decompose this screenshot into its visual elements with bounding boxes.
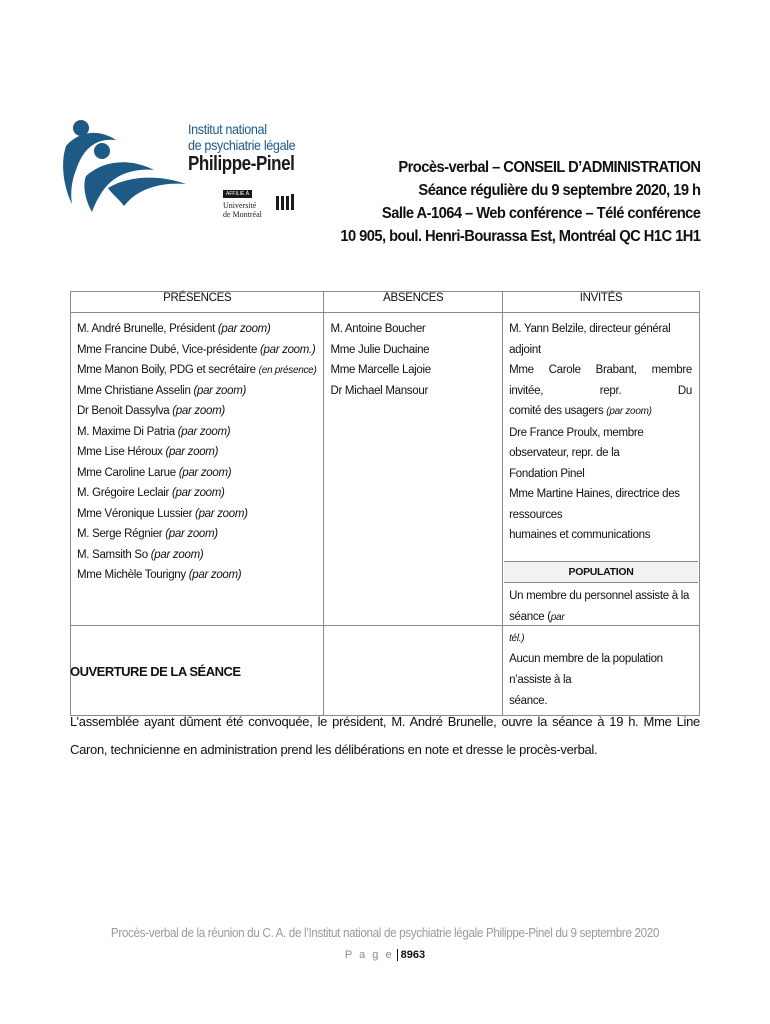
- header-title: Procès-verbal – CONSEIL D’ADMINISTRATION: [397, 159, 700, 176]
- presence-item: M. Grégoire Leclair (par zoom): [77, 487, 225, 499]
- header-presences: PRÉSENCES: [71, 292, 324, 313]
- invite-line: humaines et communications: [509, 529, 651, 541]
- population-line: Aucun membre de la population n’assiste à la: [509, 652, 663, 686]
- invites-cell: [503, 313, 700, 716]
- presence-item: M. Maxime Di Patria (par zoom): [77, 425, 231, 438]
- presence-item: Mme Francine Dubé, Vice-présidente (par zoom.): [77, 343, 316, 356]
- page-number: [0, 949, 770, 961]
- affiliation-university: Université de Montréal: [223, 201, 262, 219]
- population-line: Un membre du personnel assiste à la séance (par: [509, 589, 690, 623]
- absence-item: Mme Marcelle Lajoie: [330, 364, 431, 376]
- affiliation-badge: AFFILIÉ À: [223, 190, 252, 198]
- presences-cell: [71, 313, 324, 716]
- population-header: POPULATION: [504, 561, 698, 583]
- absence-item: Dr Michael Mansour: [330, 384, 428, 397]
- presence-item: M. Samsith So (par zoom): [77, 548, 204, 561]
- section-body: L’assemblée ayant dûment été convoquée, le président, M. André Brunelle, ouvre la séance à 19 h. Mme Line Caron, technicienne en administration prend les délibérations en note et dresse le procès-verbal.: [70, 714, 700, 757]
- horizontal-divider: [70, 625, 700, 626]
- header-address: 10 905, boul. Henri-Bourassa Est, Montréal QC H1C 1H1: [339, 228, 700, 245]
- logo-line-2: de psychiatrie légale: [188, 137, 296, 153]
- invite-line: Dre France Proulx, membre observateur, repr. de la: [509, 426, 644, 459]
- attendance-table: [70, 291, 700, 716]
- invite-line: Mme Carole Brabant, membre invitée, repr. Du: [509, 364, 692, 397]
- university-crest-icon: [275, 194, 295, 212]
- footer-text: Procès-verbal de la réunion du C. A. de l’Institut national de psychiatrie légale Philippe-Pinel du 9 septembre 2020: [110, 925, 660, 940]
- affiliation-mark: [223, 182, 311, 220]
- invite-line: Mme Martine Haines, directrice des ressources: [509, 488, 680, 521]
- page-label: P a g e: [344, 949, 394, 961]
- invite-line: comité des usagers (par zoom): [509, 405, 652, 417]
- presences-list: [72, 314, 322, 588]
- absence-item: Mme Julie Duchaine: [330, 343, 430, 356]
- logo-line-1: Institut national: [188, 121, 267, 137]
- presence-item: Mme Christiane Asselin (par zoom): [77, 384, 247, 397]
- header-absences: ABSENCES: [324, 292, 503, 313]
- invite-line: Fondation Pinel: [509, 467, 585, 480]
- section-title: OUVERTURE DE LA SÉANCE: [70, 664, 241, 679]
- absences-list: [325, 314, 501, 403]
- presence-item: M. André Brunelle, Président (par zoom): [77, 323, 271, 335]
- logo-figures-icon: [58, 118, 188, 218]
- header-session: Séance régulière du 9 septembre 2020, 19 h: [417, 182, 700, 199]
- header-room: Salle A-1064 – Web conférence – Télé conférence: [381, 205, 700, 222]
- presence-item: Dr Benoit Dassylva (par zoom): [77, 405, 225, 417]
- presence-item: M. Serge Régnier (par zoom): [77, 528, 218, 540]
- absence-item: M. Antoine Boucher: [330, 323, 426, 335]
- page-number-value: 8963: [397, 949, 425, 961]
- presence-item: Mme Véronique Lussier (par zoom): [77, 507, 248, 520]
- header-invites: INVITÉS: [503, 292, 700, 313]
- institution-logo: [58, 118, 296, 219]
- population-list: [509, 583, 692, 712]
- presence-item: Mme Manon Boily, PDG et secrétaire (en présence): [77, 364, 317, 376]
- presence-item: Mme Caroline Larue (par zoom): [77, 466, 232, 479]
- presence-item: Mme Michèle Tourigny (par zoom): [77, 569, 242, 581]
- population-line: séance.: [509, 694, 548, 707]
- invite-line: M. Yann Belzile, directeur général adjoint: [509, 323, 671, 356]
- document-header: [340, 156, 700, 248]
- invites-list: [504, 314, 698, 714]
- logo-line-3: Philippe-Pinel: [188, 153, 295, 175]
- absences-cell: [324, 313, 503, 716]
- presence-item: Mme Lise Héroux (par zoom): [77, 446, 219, 458]
- population-line: tél.): [509, 632, 525, 644]
